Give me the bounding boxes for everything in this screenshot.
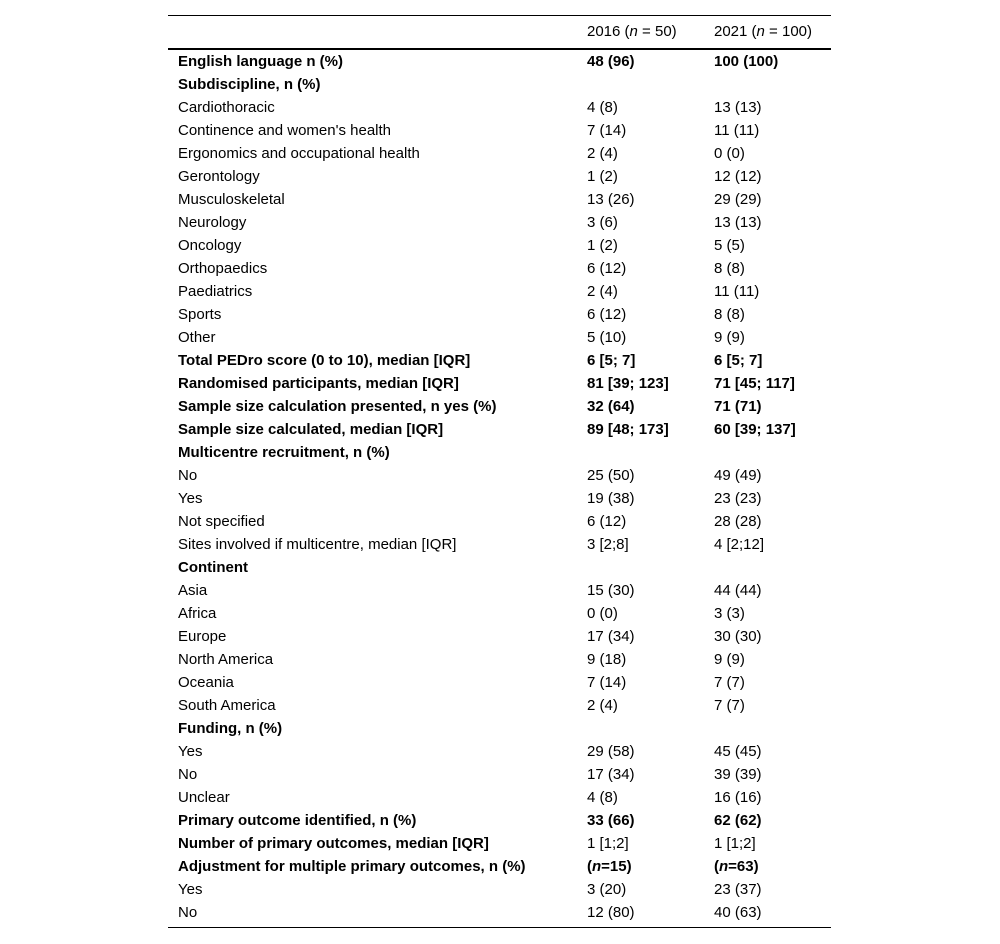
row-label: Africa [178,605,217,622]
row-label: Paediatrics [178,283,253,300]
value-2016: (n=15) [587,858,632,875]
table-body [168,50,831,924]
table-row [168,487,831,510]
value-2021: 60 [39; 137] [714,421,796,438]
value-2021: (n=63) [714,858,759,875]
value-2016: 12 (80) [587,904,635,921]
row-label: Oncology [178,237,242,254]
row-label: Sports [178,306,222,323]
value-2021: 44 (44) [714,582,762,599]
value-2021: 16 (16) [714,789,762,806]
value-2016: 4 (8) [587,789,618,806]
value-2021: 13 (13) [714,99,762,116]
row-label: No [178,467,198,484]
header-2021-n: n [756,23,765,40]
value-2021: 29 (29) [714,191,762,208]
value-2016: 4 (8) [587,99,618,116]
table-row [168,142,831,165]
value-2021: 28 (28) [714,513,762,530]
table-row [168,763,831,786]
value-2016: 6 [5; 7] [587,352,636,369]
header-2016-suffix: = 50) [637,23,677,40]
value-2021: 30 (30) [714,628,762,645]
table-row [168,395,831,418]
row-label: Orthopaedics [178,260,268,277]
table-row [168,648,831,671]
value-2016: 89 [48; 173] [587,421,669,438]
value-2016: 0 (0) [587,605,618,622]
row-label: North America [178,651,274,668]
table-row [168,855,831,878]
value-2021: 39 (39) [714,766,762,783]
value-2021: 11 (11) [714,283,760,300]
table-row [168,579,831,602]
table-row [168,809,831,832]
value-2021: 9 (9) [714,329,745,346]
row-label: Multicentre recruitment, n (%) [178,444,390,461]
row-label: Musculoskeletal [178,191,285,208]
table-row [168,786,831,809]
row-label: Ergonomics and occupational health [178,145,420,162]
value-2016: 3 (20) [587,881,627,898]
value-2016: 9 (18) [587,651,627,668]
n-symbol: n [592,858,602,875]
header-2016-prefix: 2016 ( [587,23,630,40]
value-2016: 6 (12) [587,513,627,530]
value-2016: 7 (14) [587,122,627,139]
value-2016: 1 (2) [587,168,618,185]
value-2021: 11 (11) [714,122,760,139]
table-row [168,326,831,349]
row-label: Primary outcome identified, n (%) [178,812,417,829]
table-row [168,832,831,855]
value-2021: 23 (23) [714,490,762,507]
value-2016: 19 (38) [587,490,635,507]
value-2021: 62 (62) [714,812,762,829]
row-label: Sample size calculation presented, n yes (%) [178,398,497,415]
row-label: Gerontology [178,168,260,185]
data-table [168,15,831,928]
value-2016: 5 (10) [587,329,627,346]
table-row [168,510,831,533]
value-2021: 40 (63) [714,904,762,921]
value-2016: 29 (58) [587,743,635,760]
row-label: Continence and women's health [178,122,392,139]
table-row [168,303,831,326]
table-row [168,694,831,717]
value-2021: 49 (49) [714,467,762,484]
table-header [168,15,831,50]
value-2016: 17 (34) [587,766,635,783]
value-2021: 4 [2;12] [714,536,765,553]
row-label: South America [178,697,276,714]
value-2016: 2 (4) [587,697,618,714]
table-row [168,602,831,625]
value-2016: 13 (26) [587,191,635,208]
row-label: Yes [178,881,203,898]
value-2021: 1 [1;2] [714,835,756,852]
value-2021: 6 [5; 7] [714,352,763,369]
row-label: Yes [178,743,203,760]
row-label: Total PEDro score (0 to 10), median [IQR] [178,352,471,369]
row-label: No [178,904,198,921]
table-row [168,372,831,395]
table-row [168,878,831,901]
value-2021: 13 (13) [714,214,762,231]
value-2016: 33 (66) [587,812,635,829]
row-label: Sites involved if multicentre, median [IQR] [178,536,457,553]
row-label: English language n (%) [178,53,344,70]
table-row [168,73,831,96]
table-row [168,717,831,740]
row-label: Oceania [178,674,234,691]
value-2021: 7 (7) [714,674,745,691]
row-label: Funding, n (%) [178,720,283,737]
value-2016: 2 (4) [587,283,618,300]
value-2016: 6 (12) [587,306,627,323]
row-label: Not specified [178,513,265,530]
table-row [168,96,831,119]
value-2016: 1 [1;2] [587,835,629,852]
value-2021: 8 (8) [714,306,745,323]
table-row [168,556,831,579]
row-label: Asia [178,582,208,599]
value-2016: 7 (14) [587,674,627,691]
row-label: Neurology [178,214,247,231]
value-2016: 32 (64) [587,398,635,415]
table-row [168,464,831,487]
value-2016: 6 (12) [587,260,627,277]
value-2021: 71 [45; 117] [714,375,795,392]
value-2021: 5 (5) [714,237,745,254]
header-2021-suffix: = 100) [764,23,813,40]
header-2021 [714,20,812,43]
value-2016: 81 [39; 123] [587,375,669,392]
table-row [168,625,831,648]
table-bottom-rule [168,927,831,928]
table-row [168,165,831,188]
table-row [168,671,831,694]
table-row [168,234,831,257]
n-symbol: n [719,858,729,875]
table-row [168,188,831,211]
row-label: Subdiscipline, n (%) [178,76,321,93]
table-row [168,533,831,556]
header-2016-n: n [629,23,638,40]
value-2021: 71 (71) [714,398,762,415]
value-2016: 3 [2;8] [587,536,629,553]
row-label: Cardiothoracic [178,99,275,116]
table-row [168,119,831,142]
row-label: Europe [178,628,227,645]
header-2016 [587,20,677,43]
table-row [168,211,831,234]
row-label: Adjustment for multiple primary outcomes, n (%) [178,858,526,875]
row-label: Sample size calculated, median [IQR] [178,421,444,438]
row-label: Other [178,329,216,346]
table-row [168,257,831,280]
value-2021: 0 (0) [714,145,745,162]
value-2021: 7 (7) [714,697,745,714]
table-row [168,901,831,924]
value-2016: 48 (96) [587,53,635,70]
table-row [168,441,831,464]
table-row [168,418,831,441]
row-label: Unclear [178,789,230,806]
value-2016: 25 (50) [587,467,635,484]
value-2016: 15 (30) [587,582,635,599]
value-2016: 1 (2) [587,237,618,254]
value-2016: 17 (34) [587,628,635,645]
row-label: No [178,766,198,783]
table-row [168,740,831,763]
value-2021: 8 (8) [714,260,745,277]
value-2021: 3 (3) [714,605,745,622]
table-row [168,349,831,372]
row-label: Continent [178,559,248,576]
row-label: Number of primary outcomes, median [IQR] [178,835,489,852]
value-2016: 3 (6) [587,214,618,231]
table-row [168,280,831,303]
value-2021: 9 (9) [714,651,745,668]
value-2021: 45 (45) [714,743,762,760]
table-row [168,50,831,73]
row-label: Yes [178,490,203,507]
value-2021: 100 (100) [714,53,779,70]
value-2021: 23 (37) [714,881,762,898]
row-label: Randomised participants, median [IQR] [178,375,459,392]
header-2021-prefix: 2021 ( [714,23,757,40]
value-2016: 2 (4) [587,145,618,162]
value-2021: 12 (12) [714,168,762,185]
